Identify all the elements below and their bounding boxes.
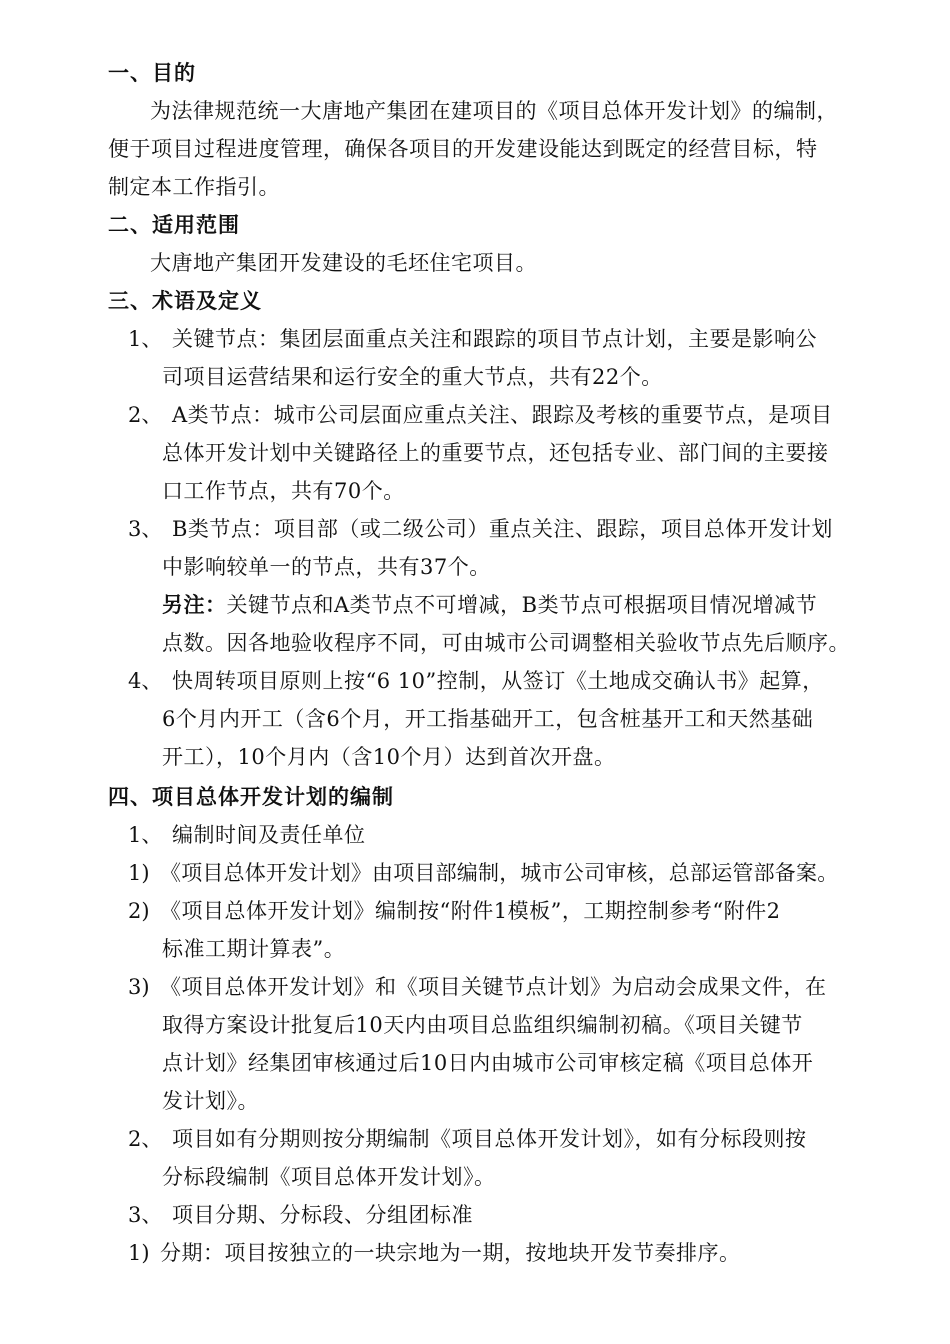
note-text: 关键节点和A类节点不可增减，B类节点可根据项目情况增减节 [226, 593, 818, 617]
s4-sub-3-line-2: 取得方案设计批复后10天内由项目总监组织编制初稿。《项目关键节 [162, 1013, 803, 1037]
term-4-line-2: 6个月内开工（含6个月，开工指基础开工，包含桩基开工和天然基础 [162, 707, 814, 731]
section-1-line-2: 便于项目过程进度管理，确保各项目的开发建设能达到既定的经营目标，特 [108, 137, 818, 161]
term-3-line-1: B类节点：项目部（或二级公司）重点关注、跟踪，项目总体开发计划 [172, 517, 833, 541]
s4-sub-3-line-1: 《项目总体开发计划》和《项目关键节点计划》为启动会成果文件，在 [160, 975, 827, 999]
term-4-line-3: 开工），10个月内（含10个月）达到首次开盘。 [162, 745, 616, 769]
term-4-number: 4、 [128, 669, 163, 693]
s4-sub-3-number: 3) [128, 975, 150, 999]
term-2-line-2: 总体开发计划中关键路径上的重要节点，还包括专业、部门间的主要接 [162, 441, 829, 465]
s4-sub-2-line-2: 标准工期计算表”。 [162, 937, 346, 961]
s4-item-1-text: 编制时间及责任单位 [172, 823, 366, 847]
term-3-line-2: 中影响较单一的节点，共有37个。 [162, 555, 491, 579]
s4-sub3-1-text: 分期：项目按独立的一块宗地为一期，按地块开发节奏排序。 [160, 1241, 741, 1265]
term-2-line-1: A类节点：城市公司层面应重点关注、跟踪及考核的重要节点，是项目 [172, 403, 833, 427]
note-line-2: 点数。因各地验收程序不同，可由城市公司调整相关验收节点先后顺序。 [162, 631, 850, 655]
s4-item-3-text: 项目分期、分标段、分组团标准 [172, 1203, 473, 1227]
s4-item-2-line-2: 分标段编制《项目总体开发计划》。 [162, 1165, 496, 1189]
note-label: 另注： [162, 593, 227, 617]
term-2-line-3: 口工作节点，共有70个。 [162, 479, 405, 503]
s4-sub-2-line-1: 《项目总体开发计划》编制按“附件1模板”，工期控制参考“附件2 [160, 899, 781, 923]
term-1-number: 1、 [128, 327, 163, 351]
note-line-1 [162, 592, 817, 618]
term-1-line-2: 司项目运营结果和运行安全的重大节点，共有22个。 [162, 365, 663, 389]
s4-item-2-number: 2、 [128, 1127, 163, 1151]
s4-item-3-number: 3、 [128, 1203, 163, 1227]
section-3-heading: 三、术语及定义 [108, 289, 262, 313]
term-3-number: 3、 [128, 517, 163, 541]
s4-sub-3-line-4: 发计划》。 [162, 1089, 259, 1113]
s4-sub-2-number: 2) [128, 899, 150, 923]
section-1-line-1: 为法律规范统一大唐地产集团在建项目的《项目总体开发计划》的编制， [150, 99, 838, 123]
s4-sub-1-number: 1) [128, 861, 150, 885]
section-2-line-1: 大唐地产集团开发建设的毛坯住宅项目。 [150, 251, 537, 275]
section-1-heading: 一、目的 [108, 61, 196, 85]
s4-sub-3-line-3: 点计划》经集团审核通过后10日内由城市公司审核定稿《项目总体开 [162, 1051, 814, 1075]
section-1-line-3: 制定本工作指引。 [108, 175, 280, 199]
term-2-number: 2、 [128, 403, 163, 427]
section-4-heading: 四、项目总体开发计划的编制 [108, 785, 394, 809]
s4-sub3-1-number: 1) [128, 1241, 150, 1265]
term-4-line-1: 快周转项目原则上按“6 10”控制，从签订《土地成交确认书》起算， [172, 669, 824, 693]
s4-item-1-number: 1、 [128, 823, 163, 847]
section-2-heading: 二、适用范围 [108, 213, 240, 237]
s4-item-2-line-1: 项目如有分期则按分期编制《项目总体开发计划》，如有分标段则按 [172, 1127, 807, 1151]
s4-sub-1-line-1: 《项目总体开发计划》由项目部编制，城市公司审核，总部运管部备案。 [160, 861, 839, 885]
term-1-line-1: 关键节点：集团层面重点关注和跟踪的项目节点计划，主要是影响公 [172, 327, 817, 351]
